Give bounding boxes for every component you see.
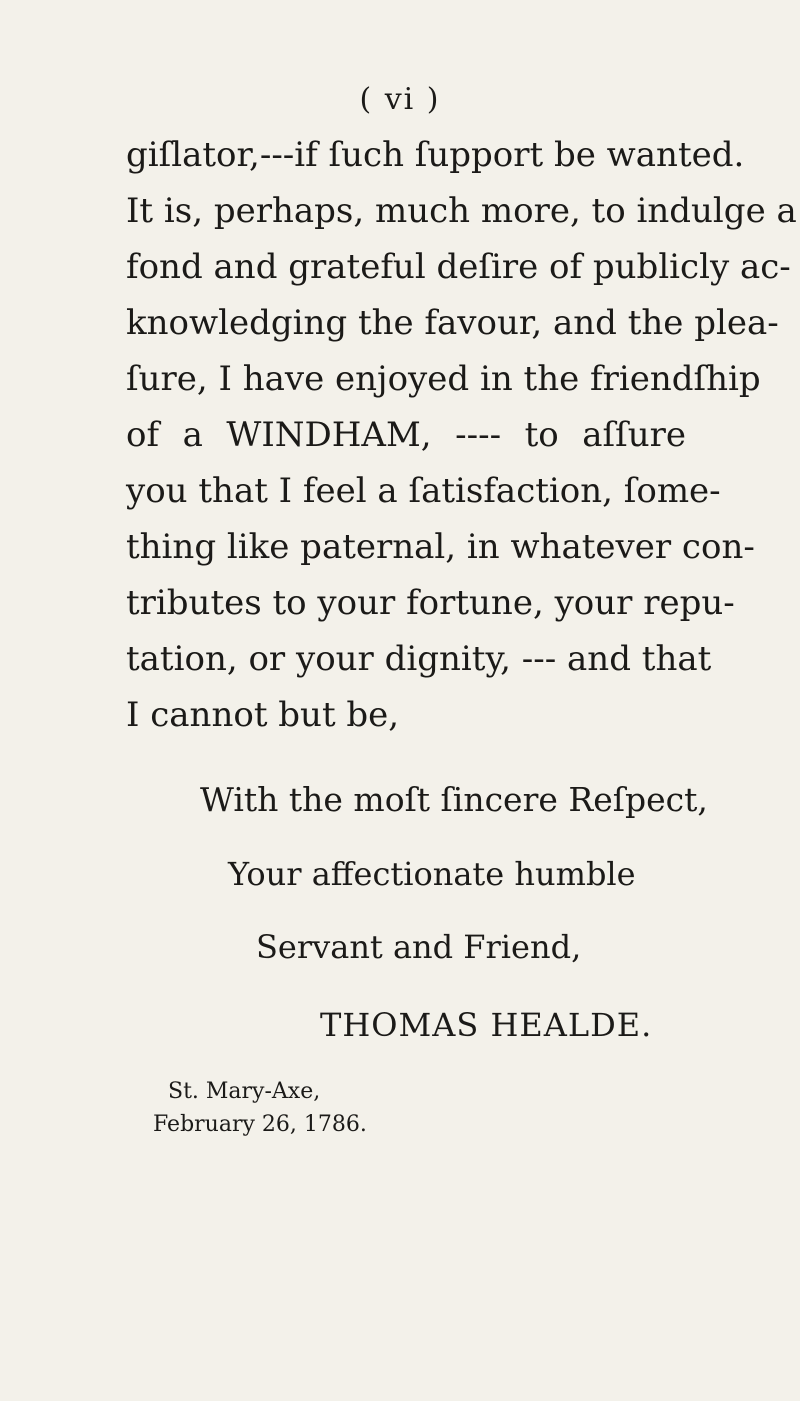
text-line: thing like paternal, in whatever con-: [126, 527, 755, 567]
text-line: tation, or your dignity, --- and that: [126, 639, 712, 679]
text-line: of a WINDHAM, ---- to aſſure: [126, 415, 686, 455]
text-line: giſlator,---if ſuch ſupport be wanted.: [126, 135, 745, 175]
body-paragraph: [126, 127, 797, 743]
text-line: ſure, I have enjoyed in the friendſhip: [126, 359, 761, 399]
closing-line-friend: Servant and Friend,: [256, 928, 582, 966]
text-line: you that I feel a ſatisfaction, ſome-: [126, 471, 721, 511]
page-number: ( vi ): [359, 82, 441, 117]
closing-line-humble: Your affectionate humble: [228, 855, 636, 893]
text-line: knowledging the favour, and the plea-: [126, 303, 779, 343]
date-line: February 26, 1786.: [153, 1112, 367, 1137]
closing-line-respect: With the moſt ſincere Reſpect,: [200, 780, 708, 819]
text-line: tributes to your fortune, your repu-: [126, 583, 735, 623]
place-line: St. Mary-Axe,: [168, 1079, 321, 1104]
text-line: It is, perhaps, much more, to indulge a: [126, 191, 797, 231]
signature: THOMAS HEALDE.: [320, 1006, 653, 1044]
text-line: fond and grateful deſire of publicly ac-: [126, 247, 791, 287]
text-line: I cannot but be,: [126, 695, 400, 735]
